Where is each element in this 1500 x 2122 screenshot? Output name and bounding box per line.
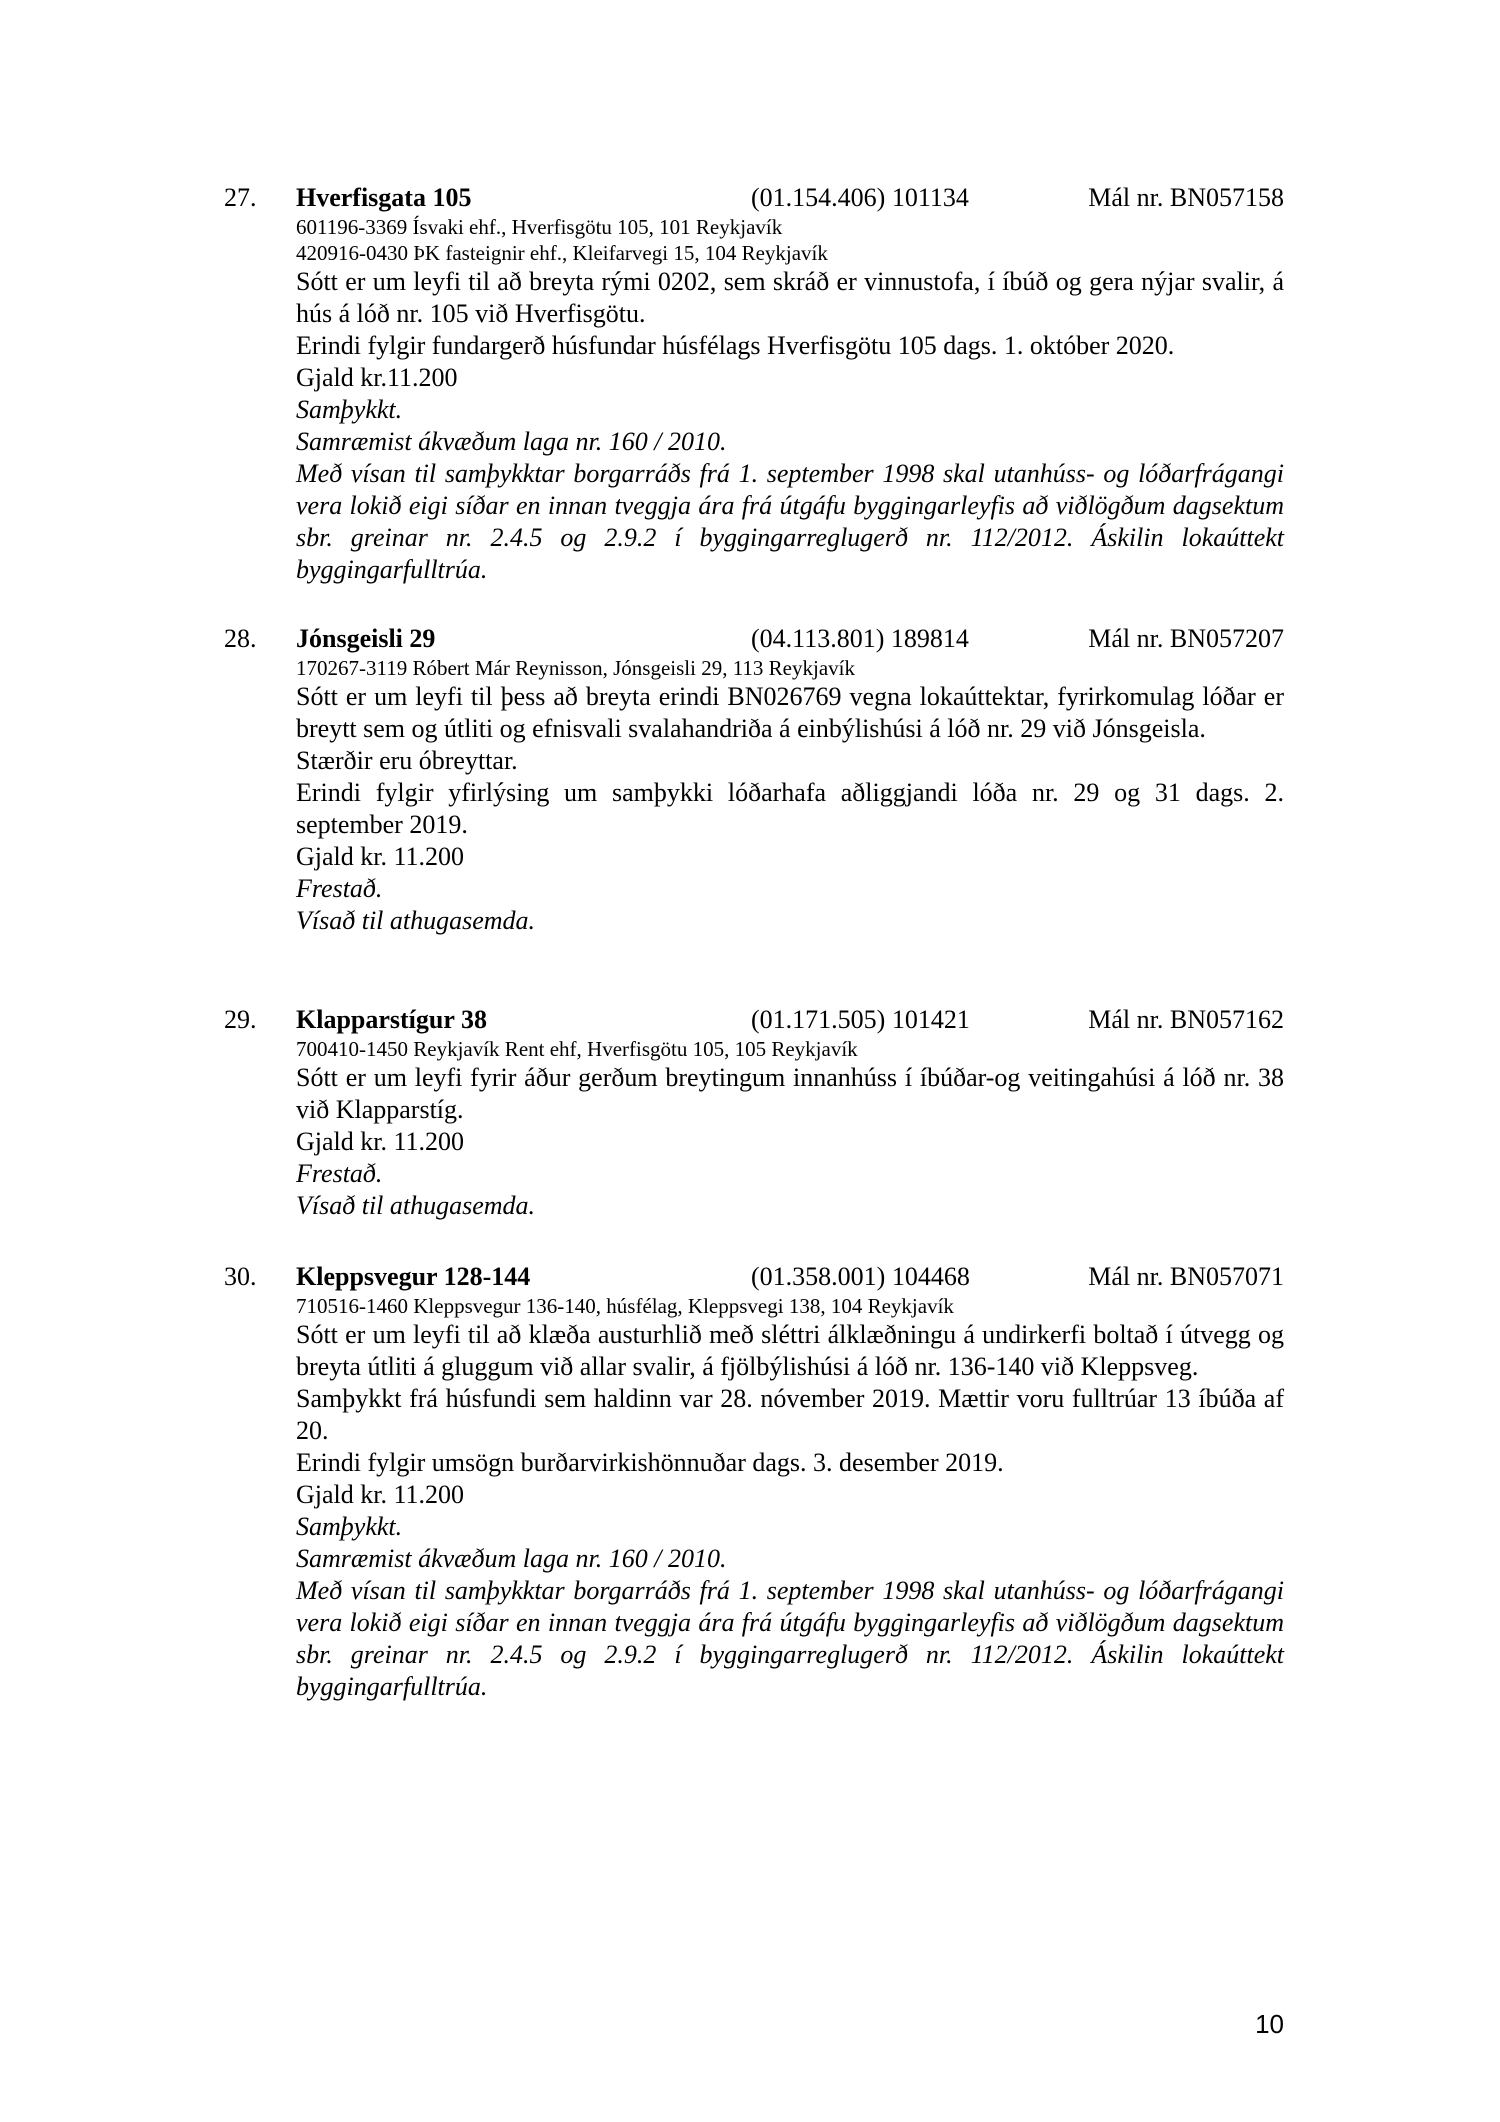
entry-reference: (04.113.801) 189814 <box>751 624 969 653</box>
entry-decision-law: Samræmist ákvæðum laga nr. 160 / 2010. <box>296 427 727 456</box>
entry-note: Stærðir eru óbreyttar. <box>296 746 518 775</box>
entry-header <box>224 182 1284 214</box>
entry-condition: Með vísan til samþykktar borgarráðs frá 1. september 1998 skal utanhúss- og lóðarfrágangi vera lokið eigi síðar en innan tveggja ára frá útgáfu byggingarleyfis að viðlögðum dagsektum sbr. greinar nr. 2.4.5 og 2.9.2 í byggingarreglugerð nr. 112/2012. Áskilin lokaúttekt byggingarfulltrúa. <box>296 1576 1284 1701</box>
applicant: 710516-1460 Kleppsvegur 136-140, húsfélag, Kleppsvegi 138, 104 Reykjavík <box>296 1294 954 1318</box>
entry-address: Hverfisgata 105 <box>296 183 472 212</box>
applicant: 170267-3119 Róbert Már Reynisson, Jónsgeisli 29, 113 Reykjavík <box>296 656 855 680</box>
entry-decision-law: Samræmist ákvæðum laga nr. 160 / 2010. <box>296 1544 727 1573</box>
entry-fee: Gjald kr. 11.200 <box>296 1480 465 1509</box>
entry-body <box>296 655 1284 937</box>
entry-body <box>296 214 1284 586</box>
entry-address: Kleppsvegur 128-144 <box>296 1262 531 1291</box>
entry-note: Erindi fylgir yfirlýsing um samþykki lóðarhafa aðliggjandi lóða nr. 29 og 31 dags. 2. september 2019. <box>296 778 1284 839</box>
entry-27 <box>224 182 1284 586</box>
entry-description: Sótt er um leyfi til að breyta rými 0202, sem skráð er vinnustofa, í íbúð og gera nýjar svalir, á hús á lóð nr. 105 við Hverfisgötu. <box>296 267 1284 328</box>
entry-fee: Gjald kr. 11.200 <box>296 1127 465 1156</box>
entry-reference: (01.154.406) 101134 <box>751 183 969 212</box>
entry-case-number: Mál nr. BN057071 <box>1088 1262 1284 1291</box>
entry-note: Samþykkt frá húsfundi sem haldinn var 28. nóvember 2019. Mættir voru fulltrúar 13 íbúða af 20. <box>296 1384 1284 1445</box>
entry-description: Sótt er um leyfi til að klæða austurhlið með sléttri álklæðningu á undirkerfi boltað í útvegg og breyta útliti á gluggum við allar svalir, á fjölbýlishúsi á lóð nr. 136-140 við Kleppsveg. <box>296 1320 1284 1381</box>
entry-address: Klapparstígur 38 <box>296 1005 487 1034</box>
applicant: 700410-1450 Reykjavík Rent ehf, Hverfisgötu 105, 105 Reykjavík <box>296 1037 858 1061</box>
entry-decision: Frestað. <box>296 1159 383 1188</box>
applicant: 601196-3369 Ísvaki ehf., Hverfisgötu 105, 101 Reykjavík <box>296 215 783 239</box>
entry-description: Sótt er um leyfi til þess að breyta erindi BN026769 vegna lokaúttektar, fyrirkomulag lóðar er breytt sem og útliti og efnisvali svalahandriða á einbýlishúsi á lóð nr. 29 við Jónsgeisla. <box>296 682 1284 743</box>
entry-body <box>296 1293 1284 1703</box>
entry-note: Erindi fylgir fundargerð húsfundar húsfélags Hverfisgötu 105 dags. 1. október 2020. <box>296 331 1175 360</box>
entry-number: 30. <box>224 1262 257 1291</box>
entry-condition: Með vísan til samþykktar borgarráðs frá 1. september 1998 skal utanhúss- og lóðarfrágangi vera lokið eigi síðar en innan tveggja ára frá útgáfu byggingarleyfis að viðlögðum dagsektum sbr. greinar nr. 2.4.5 og 2.9.2 í byggingarreglugerð nr. 112/2012. Áskilin lokaúttekt byggingarfulltrúa. <box>296 459 1284 584</box>
applicant: 420916-0430 ÞK fasteignir ehf., Kleifarvegi 15, 104 Reykjavík <box>296 241 828 265</box>
entry-header <box>224 1004 1284 1036</box>
entry-decision: Samþykkt. <box>296 395 403 424</box>
entry-body <box>296 1036 1284 1222</box>
entry-number: 28. <box>224 624 257 653</box>
entry-29 <box>224 1004 1284 1222</box>
page-number: 10 <box>1255 2009 1284 2039</box>
entry-note: Erindi fylgir umsögn burðarvirkishönnuðar dags. 3. desember 2019. <box>296 1448 1004 1477</box>
entry-number: 29. <box>224 1005 257 1034</box>
entry-decision-referral: Vísað til athugasemda. <box>296 906 536 935</box>
entry-30 <box>224 1261 1284 1703</box>
entry-case-number: Mál nr. BN057158 <box>1088 183 1284 212</box>
entry-decision: Frestað. <box>296 874 383 903</box>
entry-decision-referral: Vísað til athugasemda. <box>296 1191 536 1220</box>
entry-number: 27. <box>224 183 257 212</box>
entry-fee: Gjald kr. 11.200 <box>296 842 465 871</box>
entry-address: Jónsgeisli 29 <box>296 624 436 653</box>
entry-fee: Gjald kr.11.200 <box>296 363 458 392</box>
entry-case-number: Mál nr. BN057162 <box>1088 1005 1284 1034</box>
entry-28 <box>224 623 1284 937</box>
entry-description: Sótt er um leyfi fyrir áður gerðum breytingum innanhúss í íbúðar-og veitingahúsi á lóð nr. 38 við Klapparstíg. <box>296 1063 1284 1124</box>
entry-decision: Samþykkt. <box>296 1512 403 1541</box>
entry-reference: (01.171.505) 101421 <box>751 1005 970 1034</box>
entry-header <box>224 1261 1284 1293</box>
entry-reference: (01.358.001) 104468 <box>751 1262 970 1291</box>
entry-case-number: Mál nr. BN057207 <box>1088 624 1284 653</box>
entry-header <box>224 623 1284 655</box>
